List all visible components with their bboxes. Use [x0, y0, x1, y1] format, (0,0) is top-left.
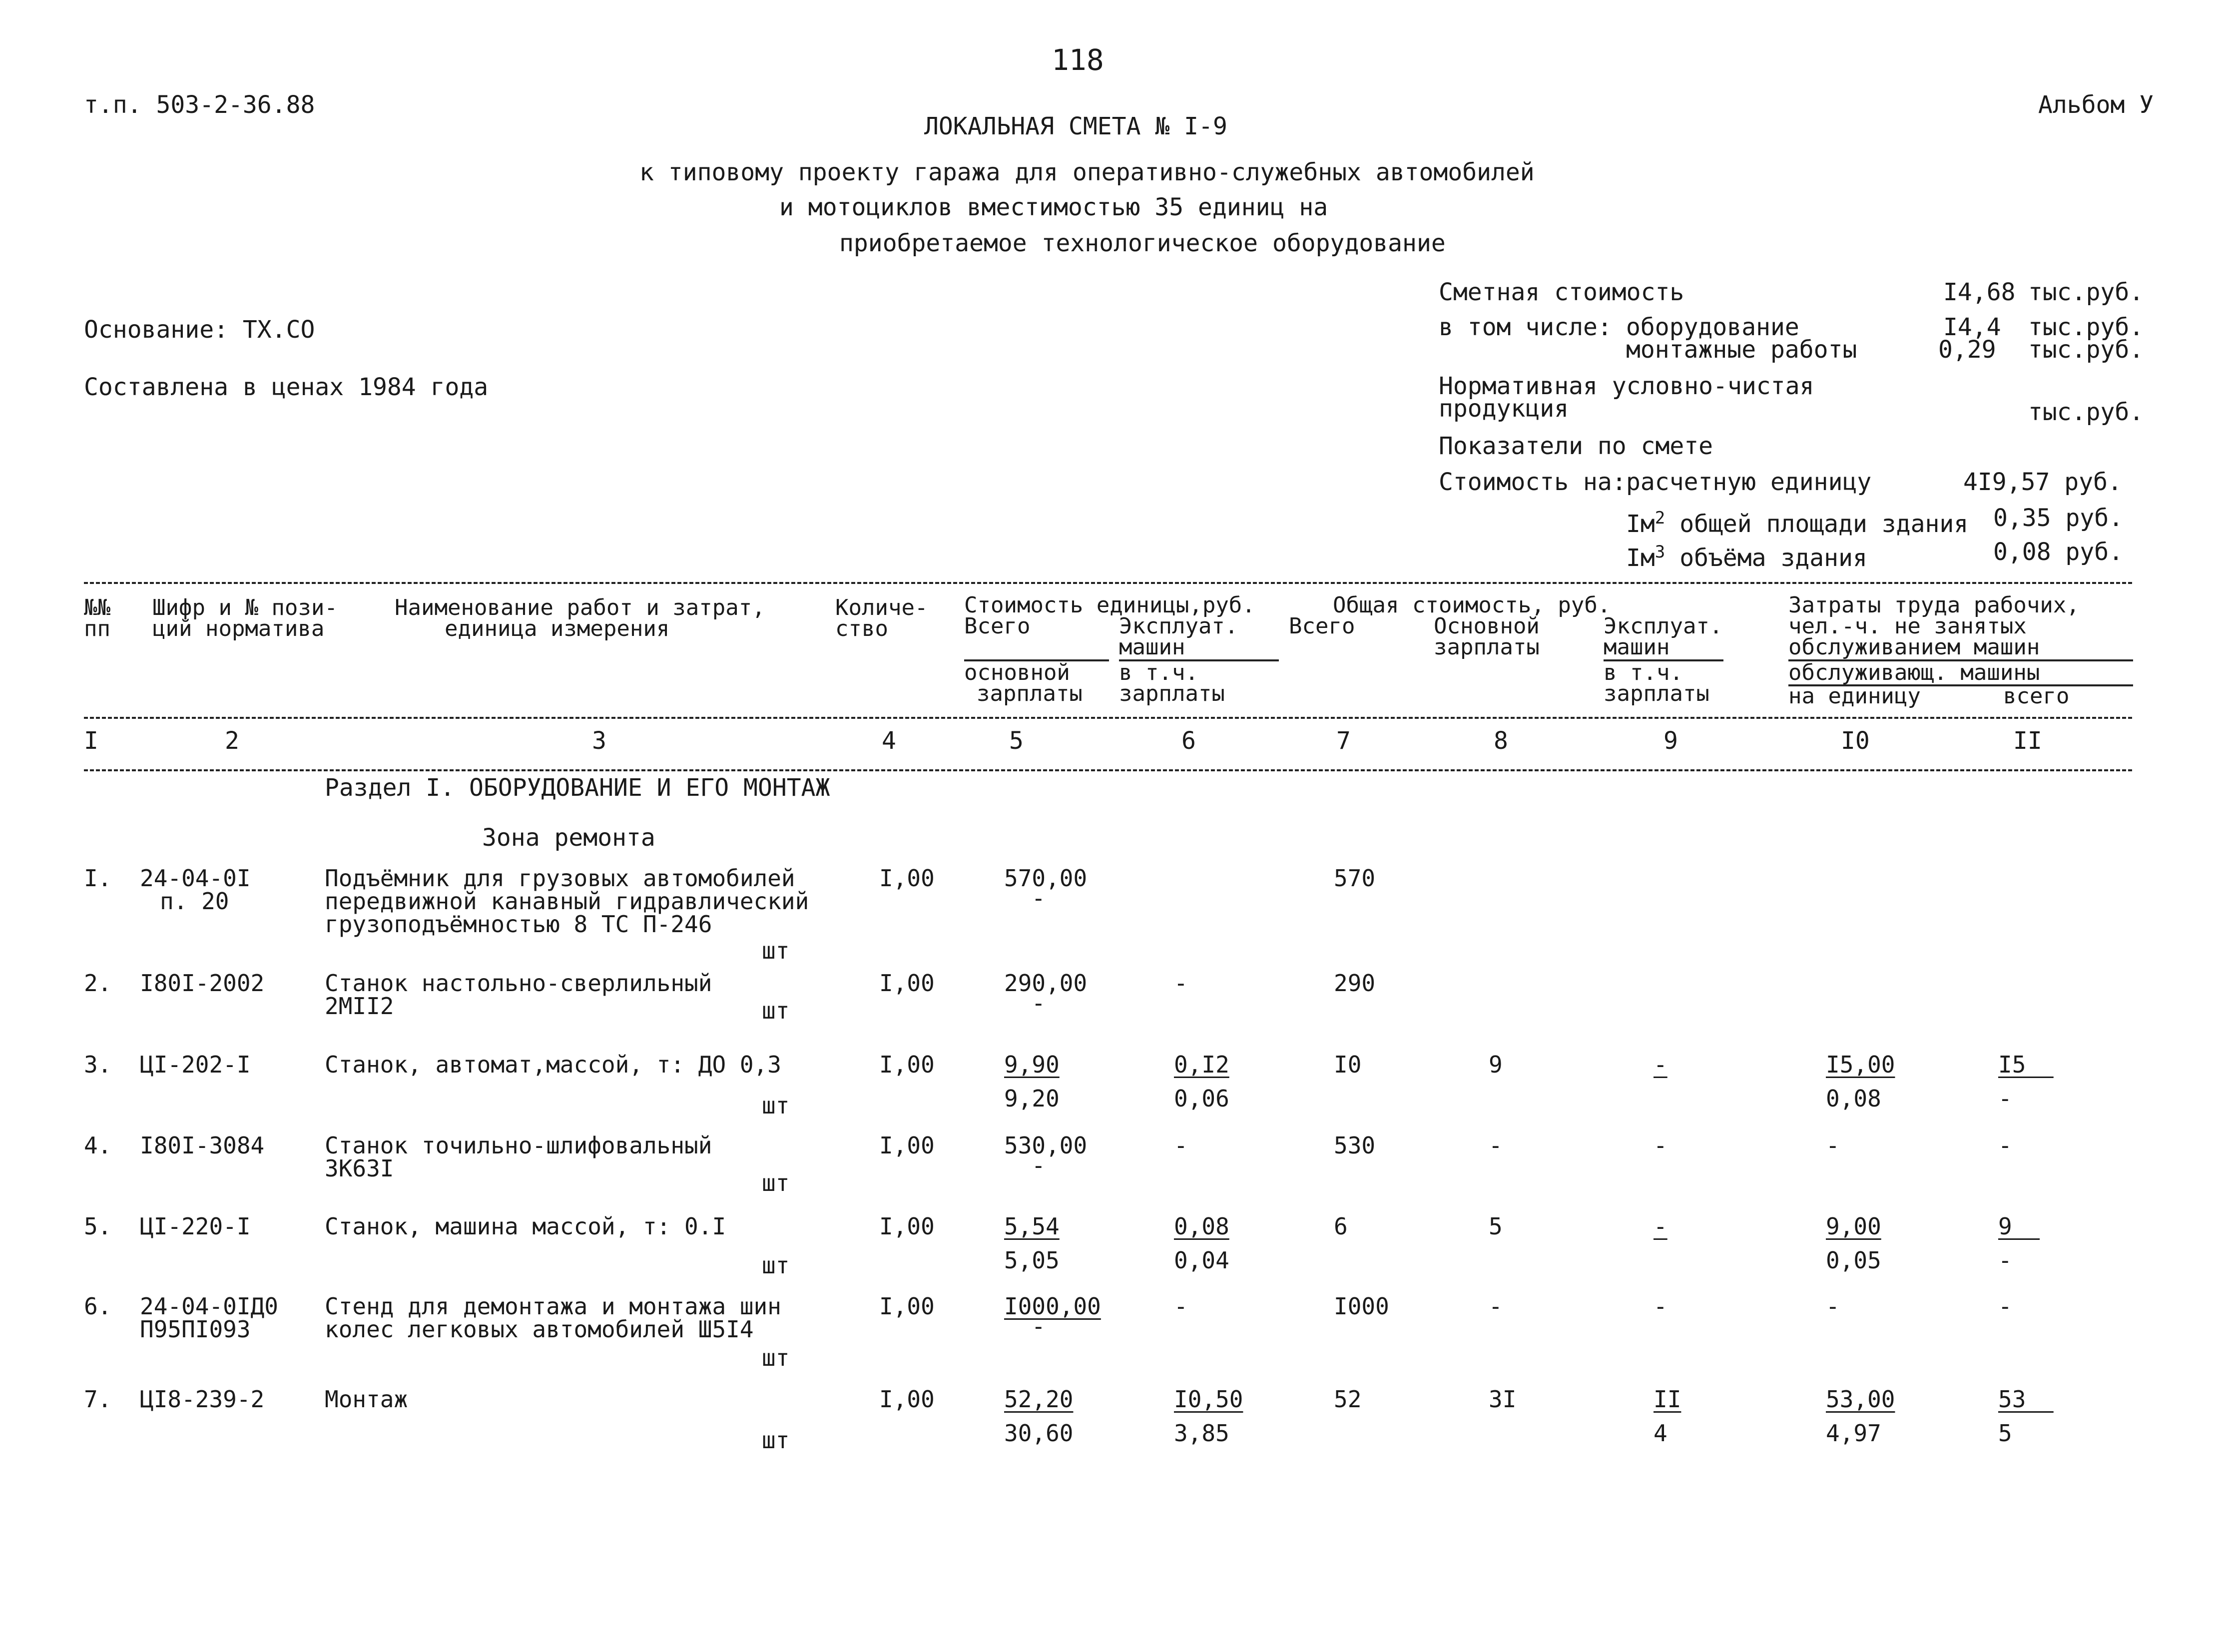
- row-labor-total: I5: [1998, 1051, 2054, 1078]
- row-code: ЦI8-239-2: [140, 1386, 265, 1413]
- row-unit-cost-wages: -: [1032, 885, 1046, 912]
- row-quantity: I,00: [879, 970, 935, 997]
- row-total-machine-cost: -: [1654, 1051, 1667, 1078]
- per-volume-value: 0,08 руб.: [1993, 538, 2124, 566]
- row-total-wages: -: [1489, 1132, 1503, 1159]
- col-num: 2: [225, 727, 239, 755]
- row-number: 7.: [84, 1386, 112, 1413]
- row-number: 5.: [84, 1213, 112, 1240]
- row-unit: шт: [762, 997, 790, 1024]
- row-unit-machine-wages: 0,04: [1174, 1247, 1229, 1274]
- row-name: Станок, автомат,массой, т: ДО 0,3: [325, 1051, 781, 1078]
- row-unit-machine-cost: -: [1174, 970, 1188, 997]
- row-unit-cost-total: 290,00: [1004, 970, 1088, 997]
- header-col-6-top-b: машин: [1119, 634, 1185, 660]
- col-num: I0: [1841, 727, 1870, 755]
- row-unit-cost-wages: 9,20: [1004, 1085, 1060, 1112]
- header-col-6-bottom-b: зарплаты: [1119, 681, 1225, 706]
- zone-title: Зона ремонта: [482, 824, 655, 852]
- row-quantity: I,00: [879, 865, 935, 892]
- header-col-8b: зарплаты: [1434, 634, 1540, 660]
- row-labor-per-unit: -: [1826, 1132, 1840, 1159]
- estimated-cost-label: Сметная стоимость: [1439, 278, 1684, 306]
- row-labor-total-machines: -: [1998, 1247, 2012, 1274]
- row-quantity: I,00: [879, 1293, 935, 1320]
- header-unit-cost: Стоимость единицы,руб.: [964, 592, 1255, 618]
- header-col-2a: Шифр и № пози-: [152, 595, 338, 620]
- subtitle-line-3: приобретаемое технологическое оборудование: [839, 229, 1446, 257]
- row-total-cost: 52: [1334, 1386, 1362, 1413]
- row-unit-cost-total: 530,00: [1004, 1132, 1088, 1159]
- row-unit-machine-cost: -: [1174, 1132, 1188, 1159]
- row-unit-cost-total: 570,00: [1004, 865, 1088, 892]
- row-unit-machine-cost: -: [1174, 1293, 1188, 1320]
- col-num: 7: [1336, 727, 1351, 755]
- col-num: II: [2013, 727, 2042, 755]
- basis-text: Основание: ТХ.СО: [84, 316, 315, 344]
- row-unit: шт: [762, 937, 790, 964]
- row-code: I80I-2002: [140, 970, 265, 997]
- row-labor-per-unit-machines: 0,05: [1826, 1247, 1881, 1274]
- col-num: 5: [1009, 727, 1024, 755]
- row-unit: шт: [762, 1252, 790, 1279]
- row-unit-cost-total: 52,20: [1004, 1386, 1074, 1413]
- normative-label-2: продукция: [1439, 395, 1569, 423]
- row-total-wages: 3I: [1489, 1386, 1517, 1413]
- row-total-machine-wages: 4: [1654, 1420, 1667, 1447]
- header-col-7: Всего: [1289, 613, 1355, 639]
- row-labor-per-unit: 53,00: [1826, 1386, 1895, 1413]
- normative-label-1: Нормативная условно-чистая: [1439, 372, 1814, 400]
- row-quantity: I,00: [879, 1132, 935, 1159]
- header-col-5-bottom-b: зарплаты: [977, 681, 1083, 706]
- row-quantity: I,00: [879, 1051, 935, 1078]
- row-labor-total: 53: [1998, 1386, 2054, 1413]
- row-labor-per-unit-machines: 4,97: [1826, 1420, 1881, 1447]
- subtitle-line-1: к типовому проекту гаража для оперативно-служебных автомобилей: [639, 158, 1535, 186]
- row-name: Станок, машина массой, т: 0.I: [325, 1213, 726, 1240]
- header-col-9-bottom-b: зарплаты: [1604, 681, 1709, 706]
- row-code: п. 20: [160, 888, 229, 915]
- row-code: П95ПI093: [140, 1316, 251, 1343]
- header-col-3a: Наименование работ и затрат,: [395, 595, 765, 620]
- doc-code: т.п. 503-2-36.88: [84, 91, 315, 119]
- row-labor-total: -: [1998, 1293, 2012, 1320]
- subtitle-line-2: и мотоциклов вместимостью 35 единиц на: [779, 193, 1328, 221]
- header-col-4a: Количе-: [835, 595, 928, 620]
- row-unit-machine-wages: 3,85: [1174, 1420, 1229, 1447]
- row-number: 2.: [84, 970, 112, 997]
- row-total-wages: 9: [1489, 1051, 1503, 1078]
- row-code: ЦI-202-I: [140, 1051, 251, 1078]
- row-name: 3К63I: [325, 1155, 394, 1182]
- row-name: Станок настольно-сверлильный: [325, 970, 712, 997]
- header-col-9-bottom-a: в т.ч.: [1604, 660, 1683, 685]
- row-name: Станок точильно-шлифовальный: [325, 1132, 712, 1159]
- row-number: 3.: [84, 1051, 112, 1078]
- unit-label: тыс.руб.: [2028, 313, 2144, 341]
- row-labor-per-unit: 9,00: [1826, 1213, 1881, 1240]
- album-label: Альбом У: [2038, 91, 2154, 119]
- per-volume-label: $Iм^3$ объёма здания: [1626, 542, 1867, 572]
- row-quantity: I,00: [879, 1386, 935, 1413]
- row-name: грузоподъёмностью 8 ТС П-246: [325, 911, 712, 938]
- row-total-machine-cost: II: [1654, 1386, 1681, 1413]
- header-mid-rule: [84, 717, 2132, 719]
- row-name: Подъёмник для грузовых автомобилей: [325, 865, 795, 892]
- header-col-5-top: Всего: [964, 613, 1031, 639]
- row-total-cost: 570: [1334, 865, 1376, 892]
- header-labor: Затраты труда рабочих,: [1788, 592, 2080, 618]
- row-code: I80I-3084: [140, 1132, 265, 1159]
- row-labor-total: 9: [1998, 1213, 2040, 1240]
- including-label: в том числе:: [1439, 313, 1612, 341]
- row-total-cost: 530: [1334, 1132, 1376, 1159]
- row-unit-machine-cost: 0,I2: [1174, 1051, 1229, 1078]
- row-total-cost: I0: [1334, 1051, 1362, 1078]
- row-code: 24-04-0IД0: [140, 1293, 278, 1320]
- unit-label: тыс.руб.: [2028, 278, 2144, 306]
- col-num: 9: [1663, 727, 1678, 755]
- doc-title: ЛОКАЛЬНАЯ СМЕТА № I-9: [924, 112, 1227, 140]
- equipment-label: оборудование: [1626, 313, 1799, 341]
- row-labor-total-machines: -: [1998, 1085, 2012, 1112]
- row-total-cost: I000: [1334, 1293, 1389, 1320]
- col-num: 4: [882, 727, 896, 755]
- header-col-6-top-a: Эксплуат.: [1119, 613, 1238, 639]
- row-name: 2МII2: [325, 993, 394, 1020]
- header-col-11: всего: [2003, 683, 2070, 709]
- row-name: колес легковых автомобилей Ш5I4: [325, 1316, 754, 1343]
- header-col-9-top-b: машин: [1604, 634, 1670, 660]
- row-unit: шт: [762, 1169, 790, 1196]
- header-col-8a: Основной: [1434, 613, 1540, 639]
- header-col-5-bottom-a: основной: [964, 660, 1070, 685]
- row-total-machine-cost: -: [1654, 1293, 1667, 1320]
- unit-label: тыс.руб.: [2028, 336, 2144, 364]
- header-col-10: на единицу: [1788, 683, 1921, 709]
- header-labor-2: чел.-ч. не занятых: [1788, 613, 2027, 639]
- row-unit-cost-total: 5,54: [1004, 1213, 1060, 1240]
- equipment-value: I4,4: [1943, 313, 2001, 341]
- col-num: 6: [1181, 727, 1196, 755]
- header-top-rule: [84, 582, 2132, 584]
- col-num: I: [84, 727, 98, 755]
- header-col-1a: №№: [84, 595, 110, 620]
- header-col-3b: единица измерения: [445, 616, 670, 641]
- header-col-10-top: обслуживающ. машины: [1788, 660, 2040, 685]
- row-total-machine-cost: -: [1654, 1213, 1667, 1240]
- row-total-wages: 5: [1489, 1213, 1503, 1240]
- prices-year-text: Составлена в ценах 1984 года: [84, 373, 489, 401]
- header-col-4b: ство: [835, 616, 888, 641]
- row-unit-machine-wages: 0,06: [1174, 1085, 1229, 1112]
- per-area-label: $Iм^2$ общей площади здания: [1626, 508, 1969, 538]
- row-name: передвижной канавный гидравлический: [325, 888, 809, 915]
- row-unit-cost-wages: -: [1032, 1152, 1046, 1179]
- row-code: ЦI-220-I: [140, 1213, 251, 1240]
- header-labor-3: обслуживанием машин: [1788, 634, 2040, 660]
- row-labor-total-machines: 5: [1998, 1420, 2012, 1447]
- install-value: 0,29: [1938, 336, 1996, 364]
- row-unit-cost-wages: -: [1032, 990, 1046, 1017]
- row-quantity: I,00: [879, 1213, 935, 1240]
- per-unit-label: расчетную единицу: [1626, 468, 1872, 496]
- row-number: 4.: [84, 1132, 112, 1159]
- col-num: 8: [1494, 727, 1508, 755]
- row-labor-per-unit: I5,00: [1826, 1051, 1895, 1078]
- row-unit: шт: [762, 1092, 790, 1119]
- page-number: 118: [1052, 43, 1104, 77]
- row-unit-cost-total: I000,00: [1004, 1293, 1101, 1320]
- row-total-cost: 290: [1334, 970, 1376, 997]
- row-unit-cost-wages: 5,05: [1004, 1247, 1060, 1274]
- row-unit-cost-wages: -: [1032, 1313, 1046, 1340]
- row-labor-per-unit: -: [1826, 1293, 1840, 1320]
- row-number: I.: [84, 865, 112, 892]
- row-labor-per-unit-machines: 0,08: [1826, 1085, 1881, 1112]
- row-unit-cost-wages: 30,60: [1004, 1420, 1074, 1447]
- cost-per-label: Стоимость на:: [1439, 468, 1627, 496]
- indicators-label: Показатели по смете: [1439, 432, 1713, 460]
- header-col-6-bottom-a: в т.ч.: [1119, 660, 1198, 685]
- row-number: 6.: [84, 1293, 112, 1320]
- header-col-1b: пп: [84, 616, 110, 641]
- row-unit-cost-total: 9,90: [1004, 1051, 1060, 1078]
- row-total-wages: -: [1489, 1293, 1503, 1320]
- header-bottom-rule: [84, 769, 2132, 771]
- col-num: 3: [592, 727, 606, 755]
- install-label: монтажные работы: [1626, 336, 1857, 364]
- row-unit: шт: [762, 1427, 790, 1454]
- row-labor-total: -: [1998, 1132, 2012, 1159]
- row-unit-machine-cost: 0,08: [1174, 1213, 1229, 1240]
- row-unit-machine-cost: I0,50: [1174, 1386, 1243, 1413]
- header-col-9-top-a: Эксплуат.: [1604, 613, 1723, 639]
- unit-label: тыс.руб.: [2028, 398, 2144, 426]
- section-title: Раздел I. ОБОРУДОВАНИЕ И ЕГО МОНТАЖ: [325, 774, 830, 802]
- row-name: Монтаж: [325, 1386, 408, 1413]
- row-unit: шт: [762, 1344, 790, 1371]
- estimated-cost-value: I4,68: [1943, 278, 2016, 306]
- row-code: 24-04-0I: [140, 865, 251, 892]
- row-name: Стенд для демонтажа и монтажа шин: [325, 1293, 781, 1320]
- row-total-cost: 6: [1334, 1213, 1348, 1240]
- row-total-machine-cost: -: [1654, 1132, 1667, 1159]
- per-area-value: 0,35 руб.: [1993, 504, 2124, 532]
- header-col-2b: ций норматива: [152, 616, 325, 641]
- header-total-cost: Общая стоимость, руб.: [1333, 592, 1611, 618]
- per-unit-value: 4I9,57 руб.: [1963, 468, 2122, 496]
